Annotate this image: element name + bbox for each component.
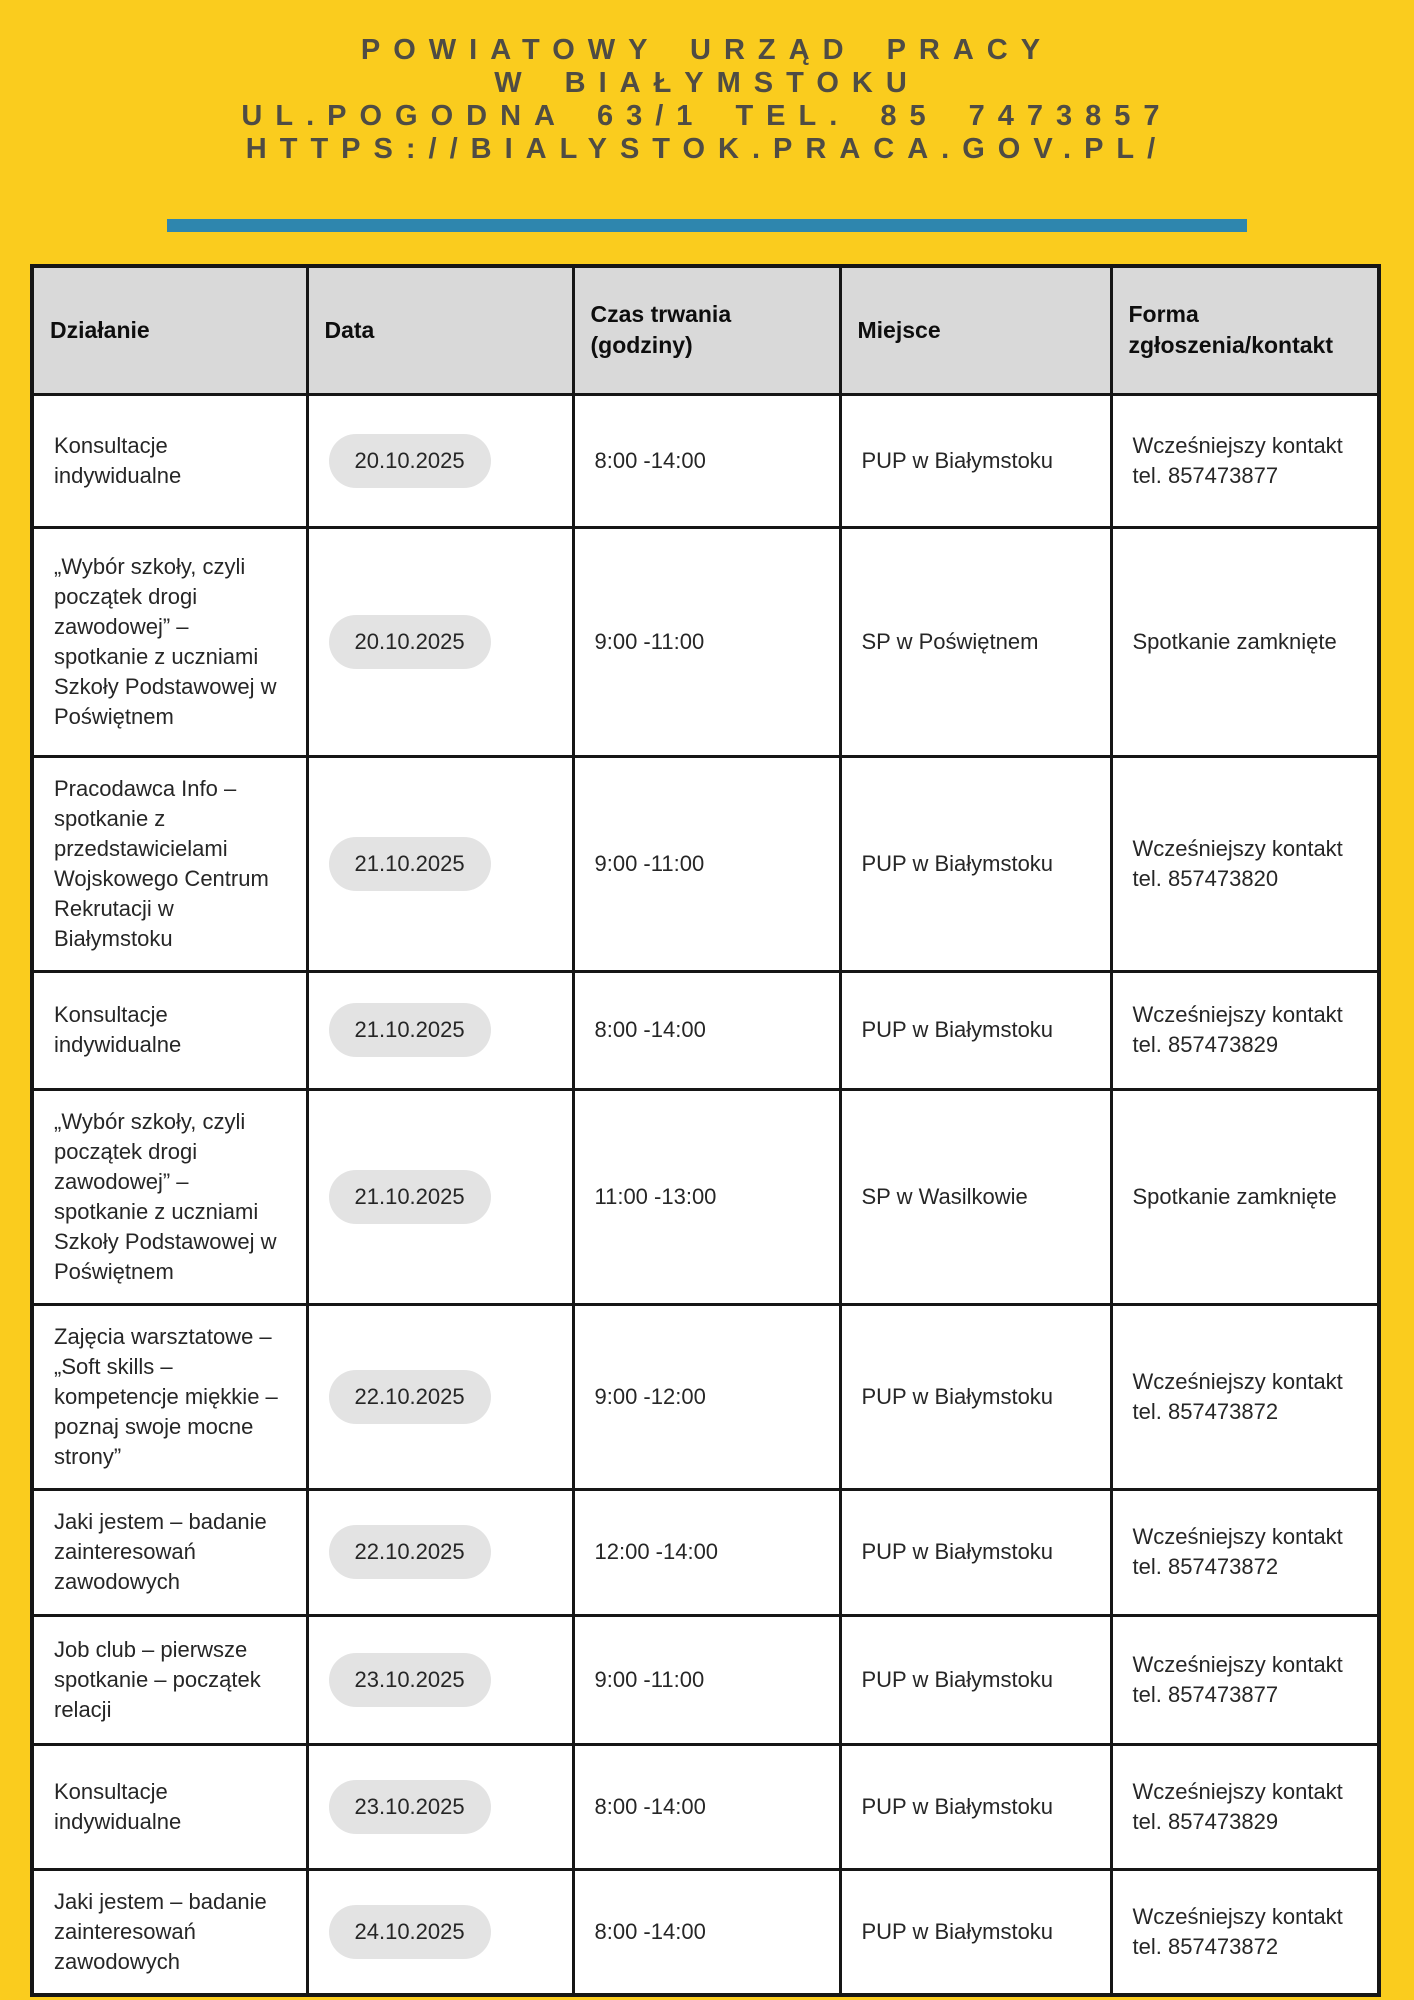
cell-time: 11:00 -13:00 bbox=[573, 1089, 840, 1304]
cell-place: PUP w Białymstoku bbox=[840, 1489, 1111, 1615]
date-pill: 22.10.2025 bbox=[329, 1525, 491, 1579]
cell-time: 12:00 -14:00 bbox=[573, 1489, 840, 1615]
cell-time: 8:00 -14:00 bbox=[573, 971, 840, 1089]
cell-date bbox=[307, 1869, 573, 1995]
table-row bbox=[32, 971, 1379, 1089]
date-pill: 21.10.2025 bbox=[329, 1003, 491, 1057]
cell-date bbox=[307, 1489, 573, 1615]
date-pill: 22.10.2025 bbox=[329, 1370, 491, 1424]
table-row bbox=[32, 1744, 1379, 1869]
date-pill: 24.10.2025 bbox=[329, 1905, 491, 1959]
cell-date bbox=[307, 1744, 573, 1869]
letterhead-line-3: UL.POGODNA 63/1 TEL. 85 7473857 bbox=[241, 100, 1173, 132]
cell-time: 9:00 -11:00 bbox=[573, 1615, 840, 1744]
cell-action: „Wybór szkoły, czyli początek drogi zawodowej” – spotkanie z uczniami Szkoły Podstawowej w Poświętnem bbox=[32, 1089, 307, 1304]
cell-action: Jaki jestem – badanie zainteresowań zawodowych bbox=[32, 1869, 307, 1995]
cell-contact: Wcześniejszy kontakt tel. 857473872 bbox=[1111, 1489, 1379, 1615]
cell-contact: Wcześniejszy kontakt tel. 857473829 bbox=[1111, 971, 1379, 1089]
cell-date bbox=[307, 1615, 573, 1744]
table-row bbox=[32, 1869, 1379, 1995]
date-pill: 20.10.2025 bbox=[329, 615, 491, 669]
table-row bbox=[32, 1489, 1379, 1615]
cell-time: 8:00 -14:00 bbox=[573, 1869, 840, 1995]
cell-action: Job club – pierwsze spotkanie – początek relacji bbox=[32, 1615, 307, 1744]
column-header-contact: Forma zgłoszenia/kontakt bbox=[1111, 266, 1379, 394]
divider-bar bbox=[167, 219, 1247, 232]
table-row bbox=[32, 1089, 1379, 1304]
letterhead-line-4: HTTPS://BIALYSTOK.PRACA.GOV.PL/ bbox=[245, 133, 1169, 165]
cell-contact: Spotkanie zamknięte bbox=[1111, 1089, 1379, 1304]
table-header-row bbox=[32, 266, 1379, 394]
cell-date bbox=[307, 1089, 573, 1304]
cell-place: PUP w Białymstoku bbox=[840, 394, 1111, 527]
cell-time: 8:00 -14:00 bbox=[573, 394, 840, 527]
events-table bbox=[30, 264, 1381, 1997]
cell-contact: Wcześniejszy kontakt tel. 857473872 bbox=[1111, 1869, 1379, 1995]
cell-date bbox=[307, 394, 573, 527]
cell-contact: Wcześniejszy kontakt tel. 857473820 bbox=[1111, 756, 1379, 971]
cell-action: „Wybór szkoły, czyli początek drogi zawodowej” – spotkanie z uczniami Szkoły Podstawowej w Poświętnem bbox=[32, 527, 307, 756]
cell-contact: Wcześniejszy kontakt tel. 857473872 bbox=[1111, 1304, 1379, 1489]
letterhead bbox=[0, 0, 1414, 166]
cell-time: 8:00 -14:00 bbox=[573, 1744, 840, 1869]
date-pill: 23.10.2025 bbox=[329, 1780, 491, 1834]
table-row bbox=[32, 1304, 1379, 1489]
date-pill: 21.10.2025 bbox=[329, 1170, 491, 1224]
cell-action: Zajęcia warsztatowe – „Soft skills – kompetencje miękkie – poznaj swoje mocne strony” bbox=[32, 1304, 307, 1489]
table-row bbox=[32, 527, 1379, 756]
cell-action: Konsultacje indywidualne bbox=[32, 971, 307, 1089]
cell-date bbox=[307, 756, 573, 971]
cell-date bbox=[307, 527, 573, 756]
table-row bbox=[32, 1615, 1379, 1744]
cell-date bbox=[307, 1304, 573, 1489]
date-pill: 21.10.2025 bbox=[329, 837, 491, 891]
column-header-place: Miejsce bbox=[840, 266, 1111, 394]
cell-place: PUP w Białymstoku bbox=[840, 1615, 1111, 1744]
cell-contact: Wcześniejszy kontakt tel. 857473829 bbox=[1111, 1744, 1379, 1869]
cell-time: 9:00 -12:00 bbox=[573, 1304, 840, 1489]
date-pill: 20.10.2025 bbox=[329, 434, 491, 488]
cell-contact: Wcześniejszy kontakt tel. 857473877 bbox=[1111, 394, 1379, 527]
cell-action: Konsultacje indywidualne bbox=[32, 394, 307, 527]
letterhead-line-2: W BIAŁYMSTOKU bbox=[494, 67, 920, 99]
table-row bbox=[32, 394, 1379, 527]
cell-place: SP w Poświętnem bbox=[840, 527, 1111, 756]
cell-place: PUP w Białymstoku bbox=[840, 1744, 1111, 1869]
column-header-action: Działanie bbox=[32, 266, 307, 394]
column-header-date: Data bbox=[307, 266, 573, 394]
letterhead-line-1: POWIATOWY URZĄD PRACY bbox=[360, 34, 1054, 66]
column-header-time: Czas trwania (godziny) bbox=[573, 266, 840, 394]
table-body bbox=[32, 394, 1379, 1995]
cell-place: PUP w Białymstoku bbox=[840, 971, 1111, 1089]
cell-action: Konsultacje indywidualne bbox=[32, 1744, 307, 1869]
cell-contact: Spotkanie zamknięte bbox=[1111, 527, 1379, 756]
table-row bbox=[32, 756, 1379, 971]
cell-place: SP w Wasilkowie bbox=[840, 1089, 1111, 1304]
cell-action: Pracodawca Info – spotkanie z przedstawicielami Wojskowego Centrum Rekrutacji w Białymstoku bbox=[32, 756, 307, 971]
table-head bbox=[32, 266, 1379, 394]
cell-place: PUP w Białymstoku bbox=[840, 756, 1111, 971]
cell-place: PUP w Białymstoku bbox=[840, 1869, 1111, 1995]
cell-time: 9:00 -11:00 bbox=[573, 756, 840, 971]
cell-place: PUP w Białymstoku bbox=[840, 1304, 1111, 1489]
cell-time: 9:00 -11:00 bbox=[573, 527, 840, 756]
cell-action: Jaki jestem – badanie zainteresowań zawodowych bbox=[32, 1489, 307, 1615]
date-pill: 23.10.2025 bbox=[329, 1653, 491, 1707]
cell-date bbox=[307, 971, 573, 1089]
cell-contact: Wcześniejszy kontakt tel. 857473877 bbox=[1111, 1615, 1379, 1744]
